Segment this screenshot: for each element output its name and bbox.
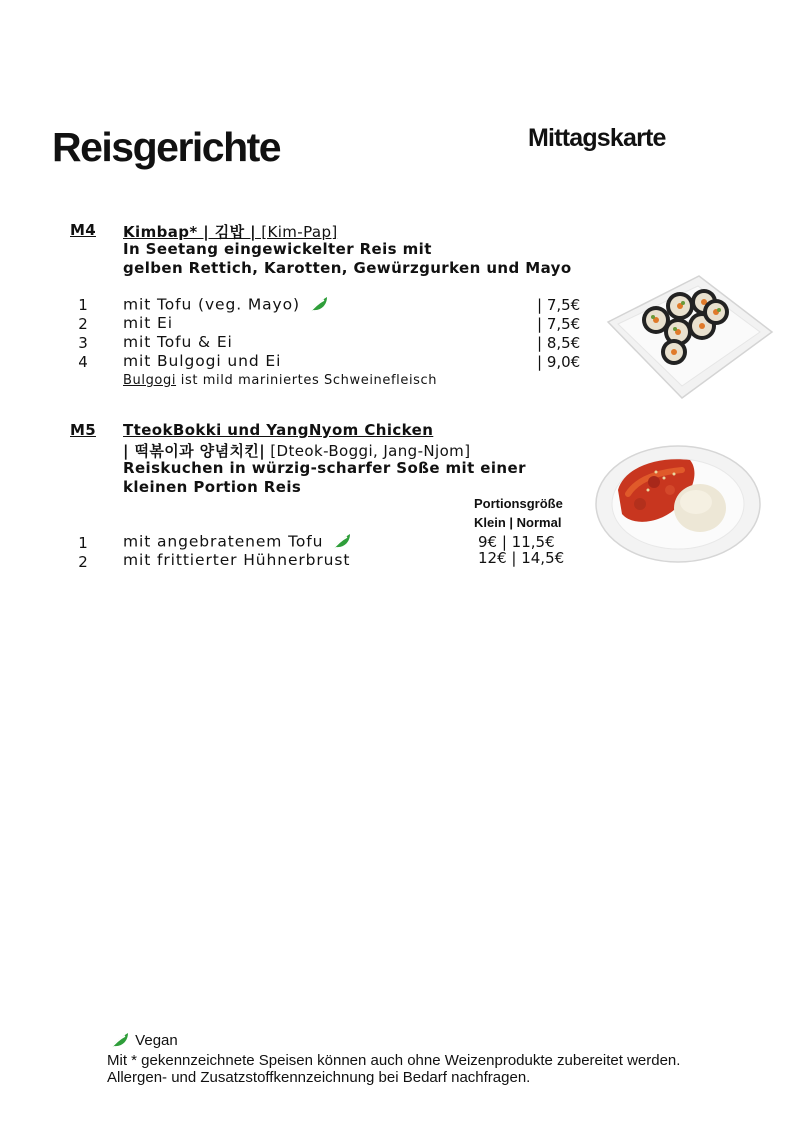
vegan-legend [107, 1031, 178, 1051]
dish-code-m4: M4 [70, 221, 96, 239]
leaf-icon [329, 532, 353, 552]
portion-header: Portionsgröße [474, 496, 563, 511]
dish-description-line: kleinen Portion Reis [123, 478, 302, 496]
menu-item [123, 295, 330, 315]
dish-pronunciation: [Kim-Pap] [256, 223, 338, 241]
tteokbokki-photo [594, 442, 762, 564]
menu-item [123, 532, 353, 552]
footer-note: Allergen- und Zusatzstoffkennzeichnung bei Bedarf nachfragen. [107, 1069, 531, 1086]
note-text: ist mild mariniertes Schweinefleisch [176, 373, 438, 388]
dish-description-line: Reiskuchen in würzig-scharfer Soße mit einer [123, 459, 526, 477]
item-price: | 7,5€ [537, 315, 581, 333]
dish-description-line: gelben Rettich, Karotten, Gewürzgurken und Mayo [123, 259, 572, 277]
footer-note: Mit * gekennzeichnete Speisen können auch ohne Weizenprodukte zubereitet werden. [107, 1052, 681, 1069]
item-number: 1 [78, 296, 88, 314]
item-price: | 9,0€ [537, 353, 581, 371]
menu-item [123, 551, 350, 569]
item-price: | 7,5€ [537, 296, 581, 314]
menu-item [123, 333, 233, 351]
item-label: mit Tofu & Ei [123, 333, 233, 351]
dish-note [123, 373, 437, 388]
dish-code-m5: M5 [70, 421, 96, 439]
item-price: | 8,5€ [537, 334, 581, 352]
vegan-legend-label: Vegan [135, 1031, 178, 1049]
kimbap-photo [604, 272, 774, 400]
item-number: 1 [78, 534, 88, 552]
dish-description-line: In Seetang eingewickelter Reis mit [123, 240, 432, 258]
portion-size-header: Klein | Normal [474, 515, 562, 530]
item-label: mit Bulgogi und Ei [123, 352, 282, 370]
item-number: 3 [78, 334, 88, 352]
leaf-icon [306, 295, 330, 315]
item-label: mit Ei [123, 314, 173, 332]
item-price: 12€ | 14,5€ [478, 549, 565, 567]
menu-item [123, 314, 173, 332]
dish-name: Kimbap* | 김밥 | [123, 223, 257, 241]
note-term: Bulgogi [123, 373, 177, 388]
dish-korean-name: | 떡볶이과 양념치킨| [123, 442, 266, 460]
dish-pronunciation: [Dteok-Boggi, Jang-Njom] [265, 442, 471, 460]
item-number: 2 [78, 553, 88, 571]
item-price: 9€ | 11,5€ [478, 533, 555, 551]
item-label: mit frittierter Hühnerbrust [123, 551, 351, 569]
item-number: 2 [78, 315, 88, 333]
item-label: mit angebratenem Tofu [123, 532, 324, 551]
dish-subtitle-m5 [123, 440, 470, 461]
menu-item [123, 352, 281, 370]
page-title: Reisgerichte [52, 124, 281, 170]
item-number: 4 [78, 353, 88, 371]
item-label: mit Tofu (veg. Mayo) [123, 295, 300, 314]
dish-title-m4 [123, 221, 338, 242]
leaf-icon [107, 1031, 131, 1051]
page-subtitle: Mittagskarte [528, 124, 666, 152]
dish-name: TteokBokki und YangNyom Chicken [123, 421, 434, 439]
